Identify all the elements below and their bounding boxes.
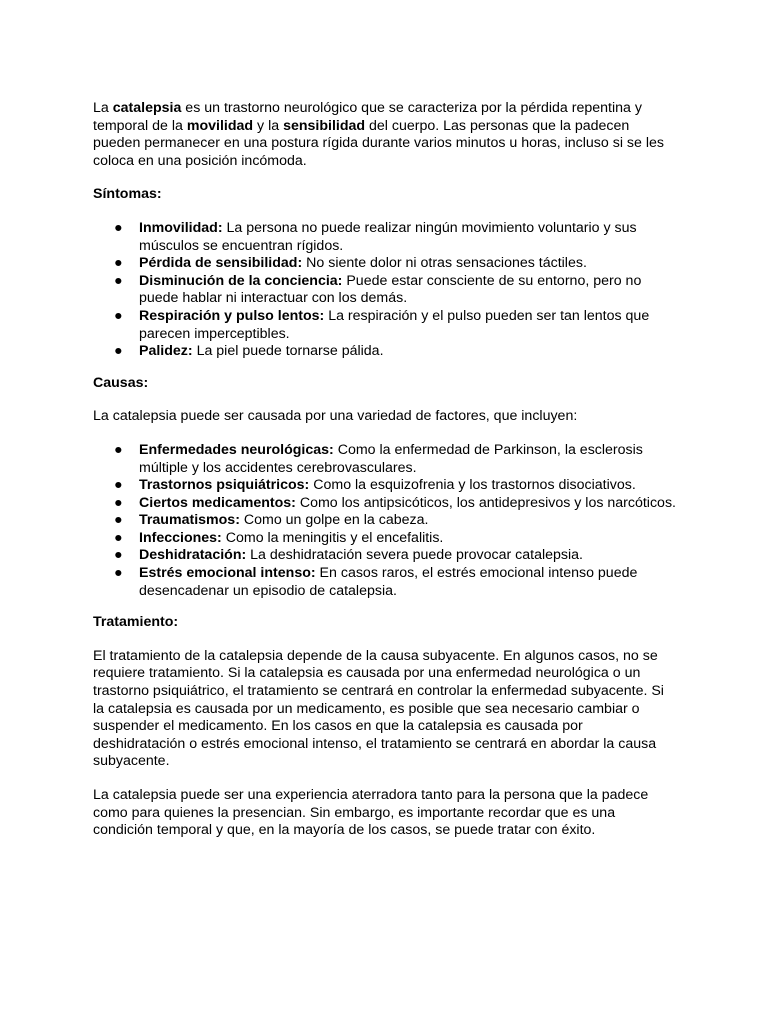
intro-paragraph	[93, 100, 678, 170]
bullet-icon: ●	[114, 529, 123, 546]
intro-text-2: es un trastorno neurológico que se caracteriza por la pérdida repentina y temporal de la	[93, 100, 642, 134]
intro-text-3: y la	[253, 117, 284, 134]
list-item	[93, 512, 678, 530]
list-item-term: Enfermedades neurológicas:	[139, 441, 334, 458]
list-item-text: En casos raros, el estrés emocional intenso puede desencadenar un episodio de catalepsia.	[139, 565, 638, 599]
bullet-icon: ●	[114, 547, 123, 564]
intro-bold-movilidad: movilidad	[186, 117, 254, 134]
list-item-text: Como un golpe en la cabeza.	[239, 512, 429, 529]
bullet-icon: ●	[114, 565, 123, 582]
list-item	[93, 308, 678, 343]
list-item-term: Inmovilidad:	[139, 219, 223, 236]
bullet-icon: ●	[114, 441, 123, 458]
bullet-icon: ●	[114, 307, 123, 324]
list-item	[93, 220, 678, 255]
bullet-icon: ●	[114, 477, 123, 494]
list-item-term: Estrés emocional intenso:	[139, 565, 316, 582]
list-item-term: Pérdida de sensibilidad:	[139, 255, 303, 272]
tratamiento-heading: Tratamiento:	[93, 614, 179, 631]
list-item	[93, 565, 678, 600]
list-item-text: La persona no puede realizar ningún movimiento voluntario y sus músculos se encuentran rígidos.	[139, 219, 637, 254]
causas-list	[93, 442, 678, 600]
intro-bold-catalepsia: catalepsia	[112, 100, 182, 116]
bullet-icon: ●	[114, 255, 123, 272]
list-item-term: Disminución de la conciencia:	[139, 272, 343, 289]
list-item-text: Como la esquizofrenia y los trastornos disociativos.	[309, 477, 636, 494]
list-item-text: La deshidratación severa puede provocar catalepsia.	[246, 547, 583, 564]
list-item-text: Puede estar consciente de su entorno, pero no puede hablar ni interactuar con los demás.	[139, 272, 642, 307]
list-item-term: Deshidratación:	[139, 547, 247, 564]
sintomas-list	[93, 220, 678, 361]
bullet-icon: ●	[114, 343, 123, 360]
intro-text-4: del cuerpo. Las personas que la padecen pueden permanecer en una postura rígida durante varios minutos u horas, incluso si se les coloca en una posición incómoda.	[93, 117, 664, 169]
bullet-icon: ●	[114, 512, 123, 529]
causas-intro: La catalepsia puede ser causada por una variedad de factores, que incluyen:	[93, 408, 578, 425]
sintomas-heading: Síntomas:	[93, 186, 162, 203]
bullet-icon: ●	[114, 272, 123, 289]
list-item-text: Como la enfermedad de Parkinson, la esclerosis múltiple y los accidentes cerebrovasculares.	[139, 441, 643, 476]
list-item	[93, 273, 678, 308]
intro-text-1: La	[93, 100, 113, 116]
list-item	[93, 547, 678, 565]
list-item	[93, 495, 678, 513]
list-item-text: Como los antipsicóticos, los antidepresivos y los narcóticos.	[295, 494, 676, 511]
list-item-text: No siente dolor ni otras sensaciones táctiles.	[302, 255, 587, 272]
document-page	[93, 100, 678, 840]
list-item-term: Palidez:	[139, 343, 193, 360]
list-item	[93, 477, 678, 495]
bullet-icon: ●	[114, 494, 123, 511]
list-item-term: Ciertos medicamentos:	[139, 494, 296, 511]
list-item-term: Infecciones:	[139, 529, 222, 546]
list-item-text: La piel puede tornarse pálida.	[192, 343, 384, 360]
list-item-text: La respiración y el pulso pueden ser tan lentos que parecen imperceptibles.	[139, 307, 650, 342]
list-item	[93, 442, 678, 477]
bullet-icon: ●	[114, 219, 123, 236]
causas-heading: Causas:	[93, 374, 149, 391]
list-item-term: Traumatismos:	[139, 512, 240, 529]
list-item-term: Trastornos psiquiátricos:	[139, 477, 310, 494]
list-item-text: Como la meningitis y el encefalitis.	[221, 529, 444, 546]
conclusion-paragraph: La catalepsia puede ser una experiencia aterradora tanto para la persona que la padece como para quienes la presencian. Sin embargo, es importante recordar que es una condición temporal y que, en la mayoría de los casos, se puede tratar con éxito.	[93, 787, 649, 839]
list-item	[93, 343, 678, 361]
list-item	[93, 530, 678, 548]
list-item	[93, 255, 678, 273]
intro-bold-sensibilidad: sensibilidad	[283, 117, 366, 134]
tratamiento-paragraph: El tratamiento de la catalepsia depende de la causa subyacente. En algunos casos, no se requiere tratamiento. Si la catalepsia es causada por una enfermedad neurológica o un trastorno psiquiátrico, el tratamiento se centrará en controlar la enfermedad subyacente. Si la catalepsia es causada por un medicamento, es posible que sea necesario cambiar o suspender el medicamento. En los casos en que la catalepsia es causada por deshidratación o estrés emocional intenso, el tratamiento se centrará en abordar la causa subyacente.	[93, 647, 664, 770]
list-item-term: Respiración y pulso lentos:	[139, 307, 325, 324]
